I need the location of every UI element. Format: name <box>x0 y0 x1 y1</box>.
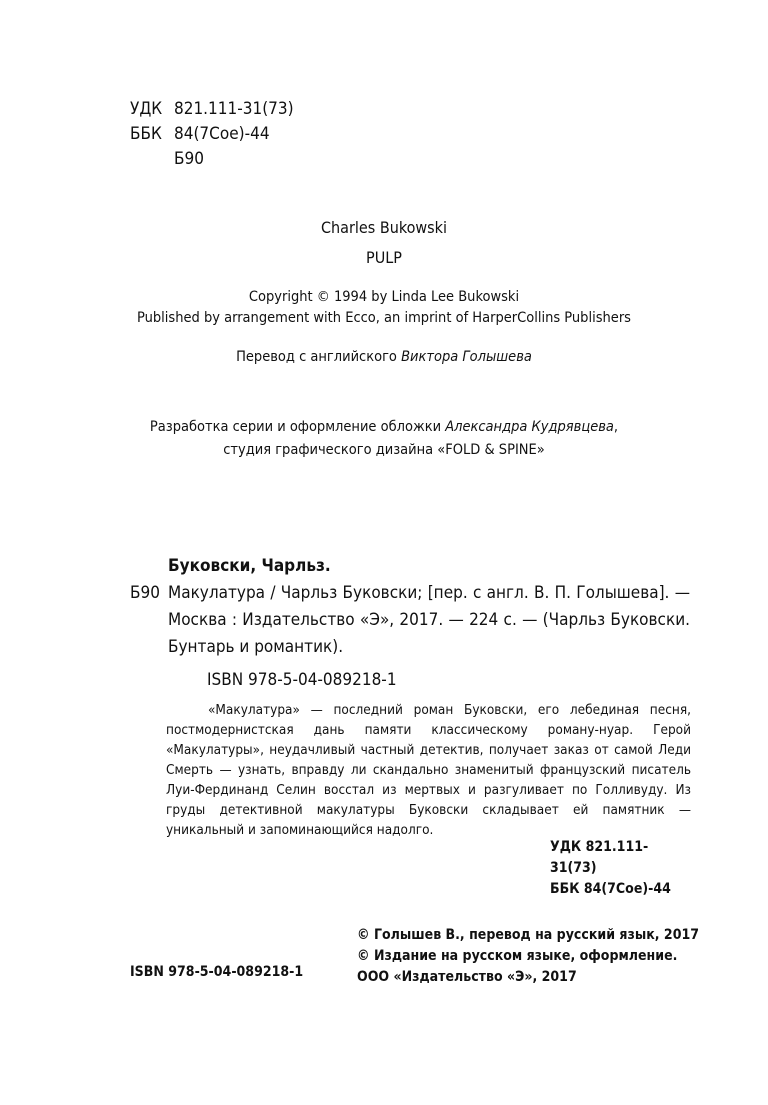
udk-label: УДК <box>130 99 163 119</box>
design-studio: студия графического дизайна «FOLD & SPINE» <box>223 442 545 458</box>
classification-codes-bottom <box>550 837 690 900</box>
copyright-line-1: © Голышев В., перевод на русский язык, 2017 <box>357 927 699 943</box>
biblio-entry-text: Макулатура / Чарльз Буковски; [пер. с англ. В. П. Голышева]. — Москва : Издательство «Э», 2017. — 224 с. — (Чарльз Буковски. Бунтарь и романтик). <box>168 583 690 657</box>
publication-note: Published by arrangement with Ecco, an imprint of HarperCollins Publishers <box>137 310 631 326</box>
annotation: «Макулатура» — последний роман Буковски, его лебединая песня, постмодернистская дань памяти классическому роману-нуар. Герой «Макулатуры», неудачливый частный детектив, получает заказ от самой Леди Смерть — узнать, вправду ли скандально знаменитый французский писатель Луи-Фердинанд Селин восстал из мертвых и разгуливает по Голливуду. Из груды детективной макулатуры Буковски складывает ей памятник — уникальный и запоминающийся надолго. <box>166 702 691 838</box>
biblio-isbn: ISBN 978-5-04-089218-1 <box>207 670 397 690</box>
original-title: PULP <box>366 248 402 267</box>
translation-prefix: Перевод с английского <box>236 349 402 365</box>
classification-codes <box>130 97 294 172</box>
copyright-line-2: © Издание на русском языке, оформление. <box>357 948 678 964</box>
original-author: Charles Bukowski <box>320 218 448 237</box>
design-suffix: , <box>613 419 619 435</box>
original-copyright: Copyright © 1994 by Linda Lee Bukowski <box>248 289 520 305</box>
udk-bottom: УДК 821.111-31(73) <box>550 839 649 876</box>
biblio-entry <box>130 580 690 661</box>
bbk-label: ББК <box>130 124 162 144</box>
bibliographic-record <box>130 553 690 661</box>
bbk-bottom: ББК 84(7Сое)-44 <box>550 881 671 897</box>
design-credit <box>0 416 768 438</box>
translation-credit <box>0 346 768 368</box>
designer-name: Александра Кудрявцева <box>445 419 614 435</box>
design-prefix: Разработка серии и оформление обложки <box>149 419 446 435</box>
copyright-notices <box>357 925 699 988</box>
biblio-shelf-mark: Б90 <box>130 583 160 603</box>
udk-value: 821.111-31(73) <box>174 99 294 119</box>
translator-name: Виктора Голышева <box>401 349 532 365</box>
bbk-value: 84(7Сое)-44 <box>174 124 270 144</box>
biblio-author-heading: Буковски, Чарльз. <box>168 556 331 576</box>
copyright-line-3: ООО «Издательство «Э», 2017 <box>357 969 577 985</box>
isbn-bottom: ISBN 978-5-04-089218-1 <box>130 964 304 980</box>
author-mark: Б90 <box>174 149 204 169</box>
